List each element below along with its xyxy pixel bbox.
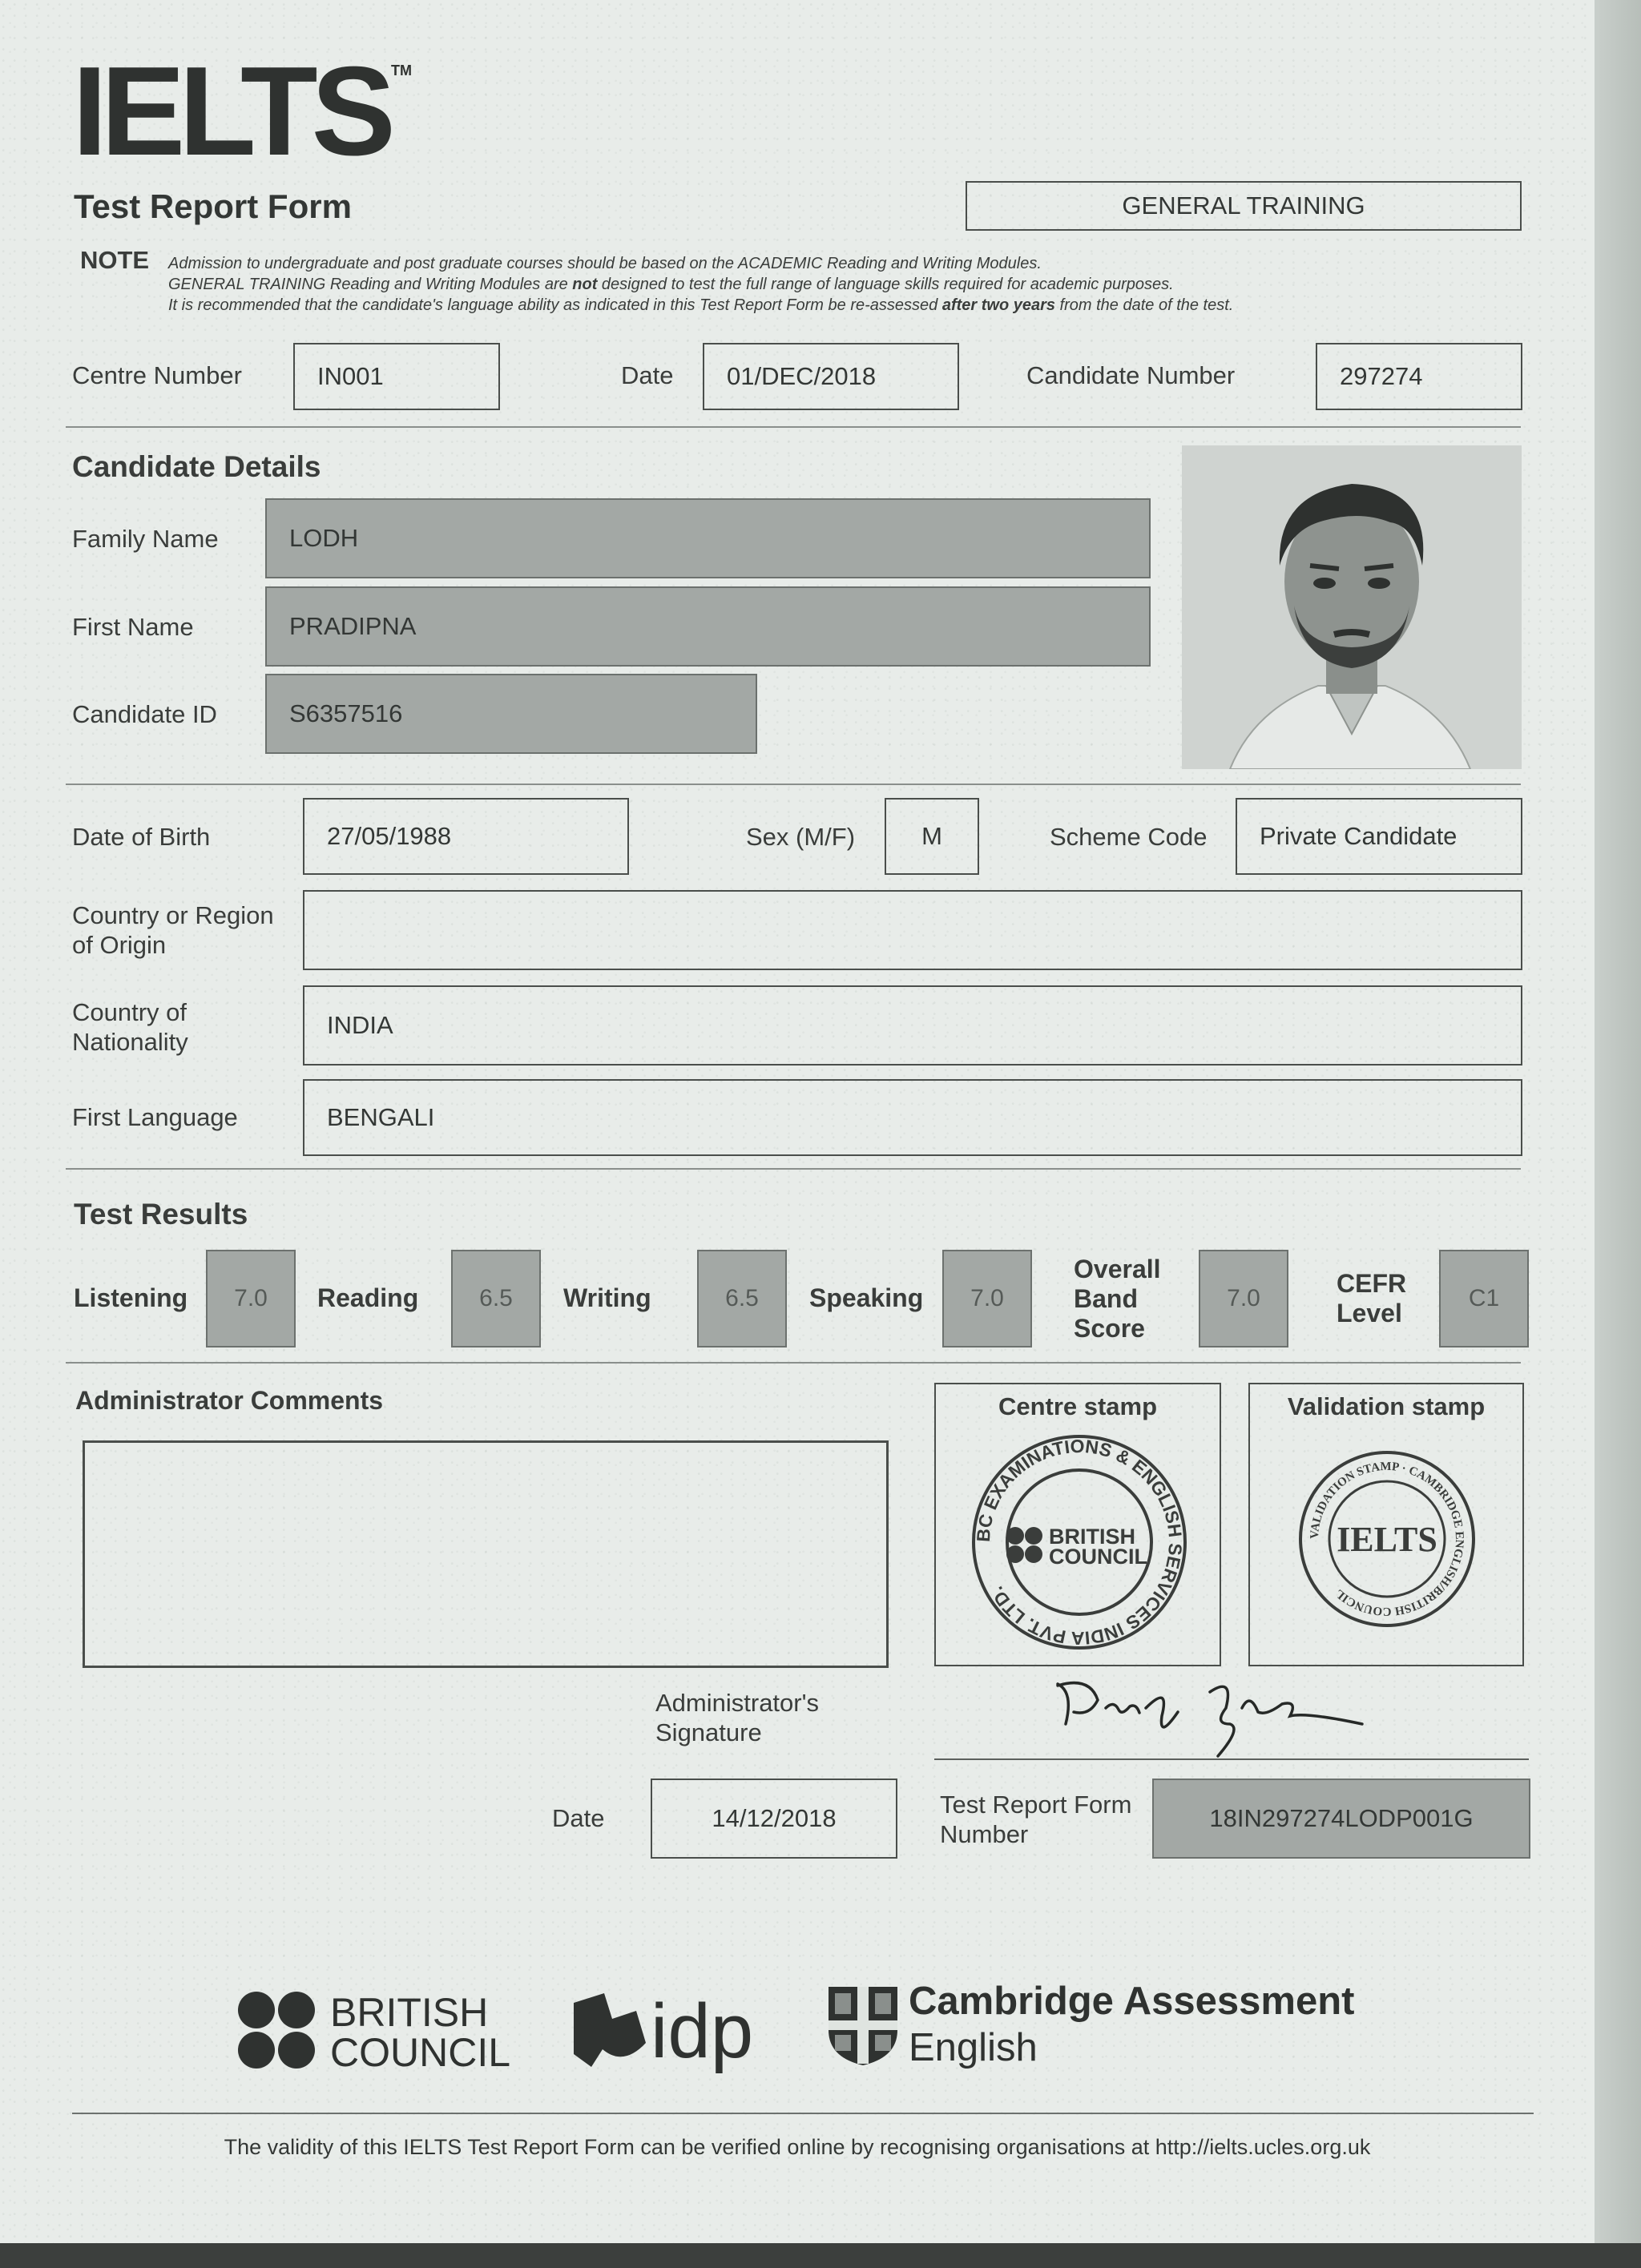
writing-label: Writing: [563, 1283, 651, 1312]
listening-label: Listening: [74, 1283, 188, 1312]
svg-text:BRITISH: BRITISH: [330, 1990, 489, 2035]
cambridge-title: Cambridge Assessment: [909, 1980, 1355, 2023]
reading-label: Reading: [317, 1283, 419, 1312]
nationality-label: Country of Nationality: [72, 998, 188, 1057]
svg-text:VALIDATION STAMP · CAMBRIDGE E: VALIDATION STAMP · CAMBRIDGE ENGLISH/BRITISH COUNCIL: [1308, 1460, 1466, 1618]
candidate-number-field: 297274: [1316, 343, 1522, 410]
first-name-field: PRADIPNA: [265, 586, 1151, 667]
admin-date-field: 14/12/2018: [651, 1779, 897, 1859]
first-language-field: BENGALI: [303, 1079, 1522, 1156]
sex-field: M: [885, 798, 979, 875]
candidate-id-label: Candidate ID: [72, 700, 217, 728]
reading-score: 6.5: [451, 1250, 541, 1348]
signature-label: Administrator's Signature: [655, 1689, 820, 1747]
divider: [66, 1168, 1521, 1170]
svg-text:COUNCIL: COUNCIL: [1049, 1545, 1147, 1569]
candidate-photo: [1182, 445, 1522, 769]
validity-text: The validity of this IELTS Test Report Form can be verified online by recognising organisations at http://ielts.ucles.org.uk: [224, 2135, 1371, 2159]
british-council-logo: [237, 1989, 518, 2073]
svg-text:BC EXAMINATIONS & ENGLISH SERV: BC EXAMINATIONS & ENGLISH SERVICES INDIA PVT. LTD.: [972, 1435, 1187, 1650]
speaking-score: 7.0: [942, 1250, 1032, 1348]
overall-band-label: Overall Band Score: [1074, 1255, 1161, 1343]
note-text: Admission to undergraduate and post graduate courses should be based on the ACADEMIC Reading and Writing Modules. GENERAL TRAINING Reading and Writing Modules are not designed to test the full range of language skills required for academic purposes. It is recommended that the candidate's language ability as indicated in this Test Report Form be re-assessed after two years from the date of the test.: [168, 255, 1234, 314]
cambridge-subtitle: English: [909, 2026, 1038, 2069]
first-name-label: First Name: [72, 613, 194, 641]
admin-date-label: Date: [552, 1804, 605, 1832]
speaking-label: Speaking: [809, 1283, 924, 1312]
date-field: 01/DEC/2018: [703, 343, 959, 410]
signature-line: [934, 1758, 1529, 1760]
svg-text:BRITISH: BRITISH: [1049, 1525, 1135, 1549]
writing-score: 6.5: [697, 1250, 787, 1348]
idp-logo: [567, 1987, 771, 2075]
centre-stamp-label: Centre stamp: [998, 1392, 1158, 1420]
cefr-label: CEFR Level: [1337, 1269, 1407, 1327]
divider: [66, 784, 1521, 785]
svg-text:idp: idp: [651, 1988, 754, 2074]
svg-text:IELTS: IELTS: [1337, 1520, 1437, 1559]
validation-stamp: [1296, 1448, 1478, 1629]
candidate-number-label: Candidate Number: [1026, 361, 1236, 389]
ielts-logo: IELTS: [72, 41, 389, 182]
validation-stamp-label: Validation stamp: [1287, 1392, 1486, 1420]
test-results-heading: Test Results: [74, 1198, 248, 1231]
note-label: NOTE: [80, 246, 150, 274]
centre-number-field: IN001: [293, 343, 500, 410]
page-edge: [1595, 0, 1641, 2268]
dob-label: Date of Birth: [72, 823, 211, 851]
scheme-code-label: Scheme Code: [1050, 823, 1208, 851]
cambridge-shield-icon: [825, 1984, 901, 2067]
validation-stamp-box: [1248, 1383, 1524, 1666]
family-name-label: Family Name: [72, 525, 219, 553]
administrator-signature: [1042, 1668, 1378, 1772]
page-edge: [0, 2243, 1641, 2268]
admin-comments-label: Administrator Comments: [75, 1386, 384, 1415]
overall-band-score: 7.0: [1199, 1250, 1288, 1348]
nationality-field: INDIA: [303, 985, 1522, 1066]
candidate-details-heading: Candidate Details: [72, 450, 321, 483]
family-name-field: LODH: [265, 498, 1151, 578]
divider: [66, 426, 1521, 428]
module-box: GENERAL TRAINING: [966, 181, 1522, 231]
date-label: Date: [621, 361, 674, 389]
form-title: Test Report Form: [74, 187, 352, 225]
centre-number-label: Centre Number: [72, 361, 242, 389]
trf-number-label: Test Report Form Number: [940, 1791, 1132, 1849]
trademark-mark: TM: [391, 62, 412, 79]
dob-field: 27/05/1988: [303, 798, 629, 875]
svg-text:COUNCIL: COUNCIL: [330, 2030, 511, 2073]
centre-stamp: [959, 1434, 1200, 1650]
first-language-label: First Language: [72, 1103, 238, 1131]
scheme-code-field: Private Candidate: [1236, 798, 1522, 875]
admin-comments-box: [83, 1440, 889, 1668]
divider: [72, 2113, 1534, 2114]
candidate-id-field: S6357516: [265, 674, 757, 754]
trf-number-field: 18IN297274LODP001G: [1152, 1779, 1530, 1859]
cefr-level: C1: [1439, 1250, 1529, 1348]
country-origin-label: Country or Region of Origin: [72, 901, 274, 960]
listening-score: 7.0: [206, 1250, 296, 1348]
centre-stamp-box: [934, 1383, 1221, 1666]
divider: [66, 1362, 1521, 1364]
country-origin-field: [303, 890, 1522, 970]
sex-label: Sex (M/F): [746, 823, 856, 851]
